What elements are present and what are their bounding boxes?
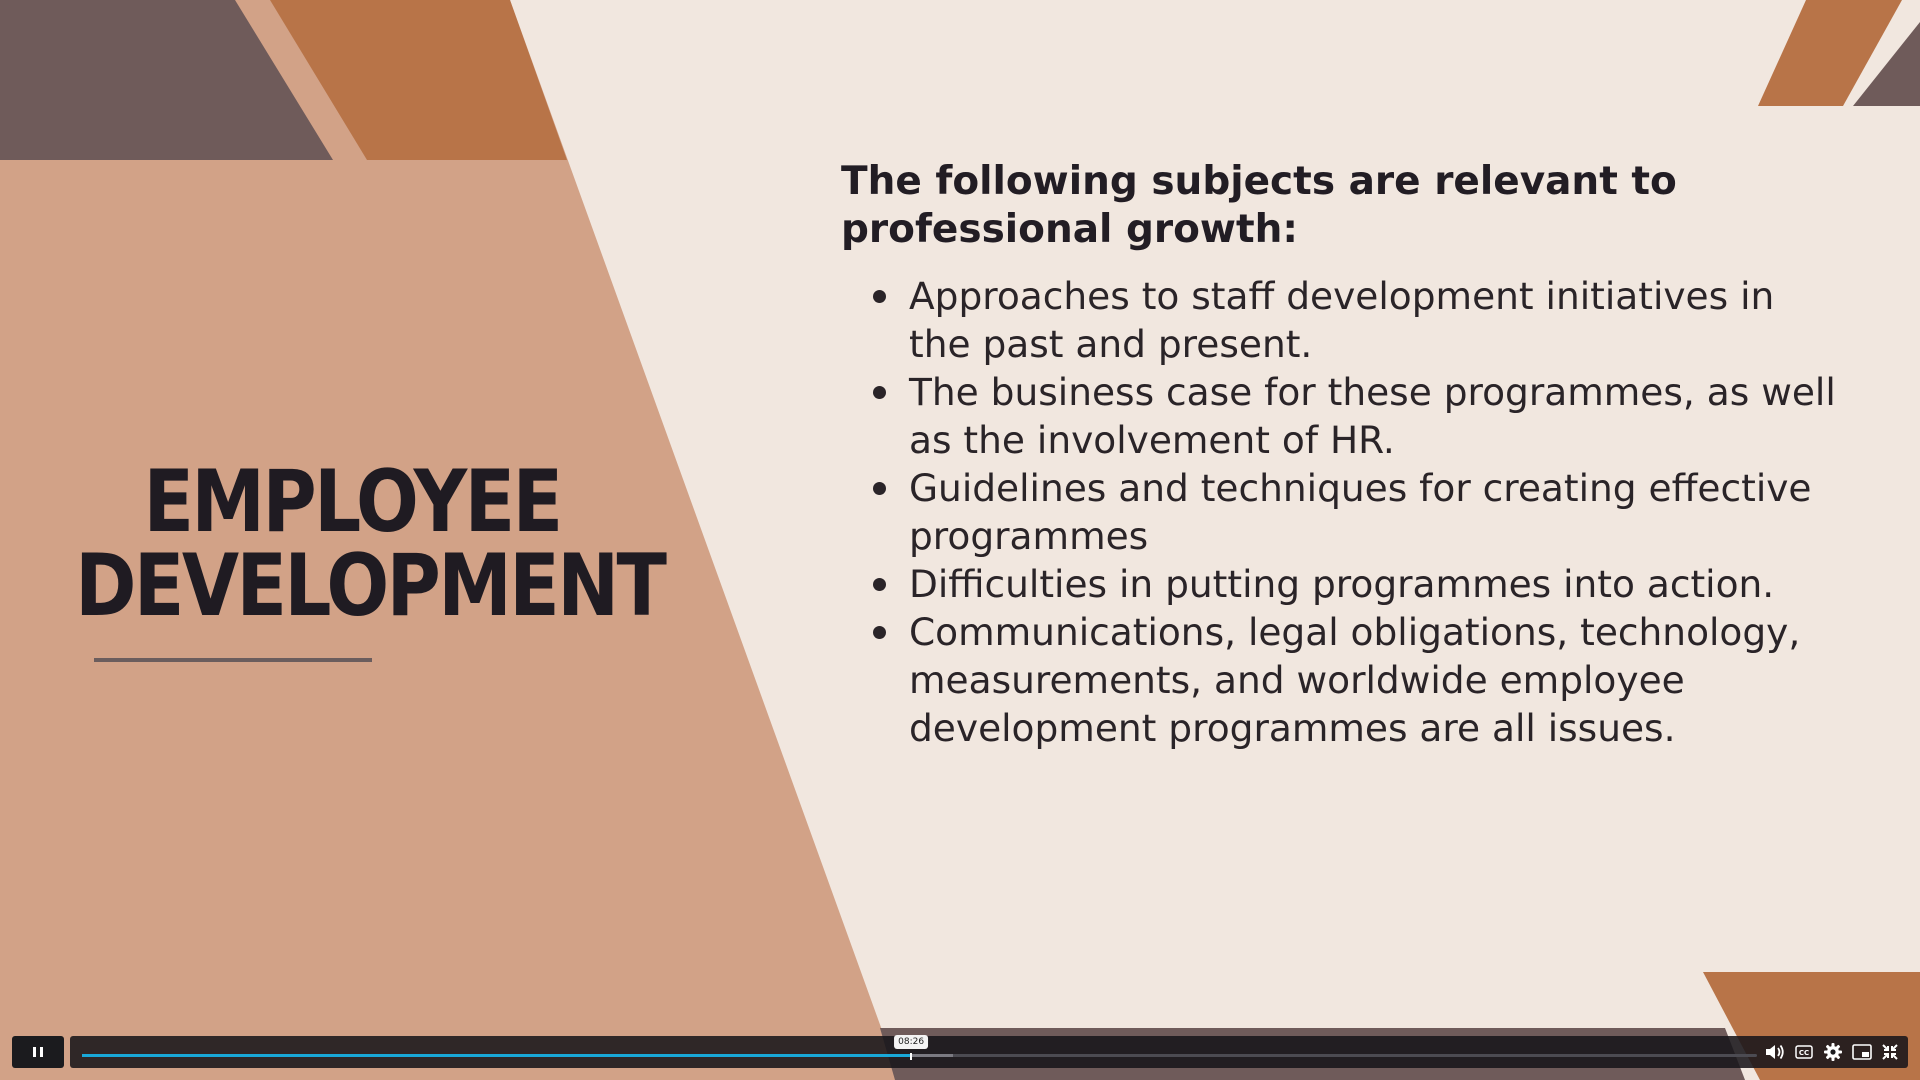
volume-icon (1765, 1043, 1785, 1061)
progress-track[interactable] (82, 1037, 1757, 1057)
content-heading: The following subjects are relevant to professional growth: (841, 159, 1677, 252)
bullet-text: Difficulties in putting programmes into action. (909, 562, 1775, 606)
played-progress (82, 1054, 911, 1057)
bullet-text: The business case for these programmes, as well as the involvement of HR. (909, 370, 1836, 462)
bullet-dot (873, 626, 886, 639)
bullet-item (841, 560, 1839, 608)
exit-fullscreen-button[interactable] (1879, 1042, 1901, 1062)
captions-button[interactable] (1793, 1042, 1815, 1062)
bullet-item (841, 608, 1839, 752)
slide-content (841, 158, 1841, 752)
video-control-bar (0, 1032, 1920, 1072)
bullet-text: Guidelines and techniques for creating effective programmes (909, 466, 1812, 558)
picture-in-picture-icon (1852, 1044, 1872, 1060)
pause-button[interactable] (12, 1036, 64, 1068)
time-tooltip: 08:26 (894, 1035, 928, 1049)
bullet-dot (873, 578, 886, 591)
pause-icon (33, 1047, 36, 1057)
bullet-dot (873, 482, 886, 495)
bullet-item (841, 464, 1839, 560)
seek-bar[interactable] (70, 1036, 1908, 1068)
scrub-handle[interactable] (910, 1053, 912, 1060)
slide-title-line-2: DEVELOPMENT (75, 536, 665, 636)
slide-title-line-1: EMPLOYEE (143, 452, 561, 552)
volume-button[interactable] (1764, 1042, 1786, 1062)
bullet-item (841, 368, 1839, 464)
exit-fullscreen-icon (1881, 1043, 1899, 1061)
bullet-dot (873, 290, 886, 303)
bullet-text: Communications, legal obligations, technology, measurements, and worldwide employee development programmes are all issues. (909, 610, 1801, 750)
settings-icon (1823, 1042, 1843, 1062)
title-underline (94, 658, 372, 662)
settings-button[interactable] (1822, 1042, 1844, 1062)
bullet-dot (873, 386, 886, 399)
picture-in-picture-button[interactable] (1851, 1042, 1873, 1062)
bullet-item (841, 272, 1839, 368)
captions-icon (1795, 1045, 1813, 1059)
bullet-text: Approaches to staff development initiatives in the past and present. (909, 274, 1775, 366)
pause-icon-bar (40, 1047, 43, 1057)
slide-title (75, 452, 665, 636)
bullet-list (841, 272, 1841, 752)
svg-text:CC: CC (1798, 1049, 1810, 1057)
